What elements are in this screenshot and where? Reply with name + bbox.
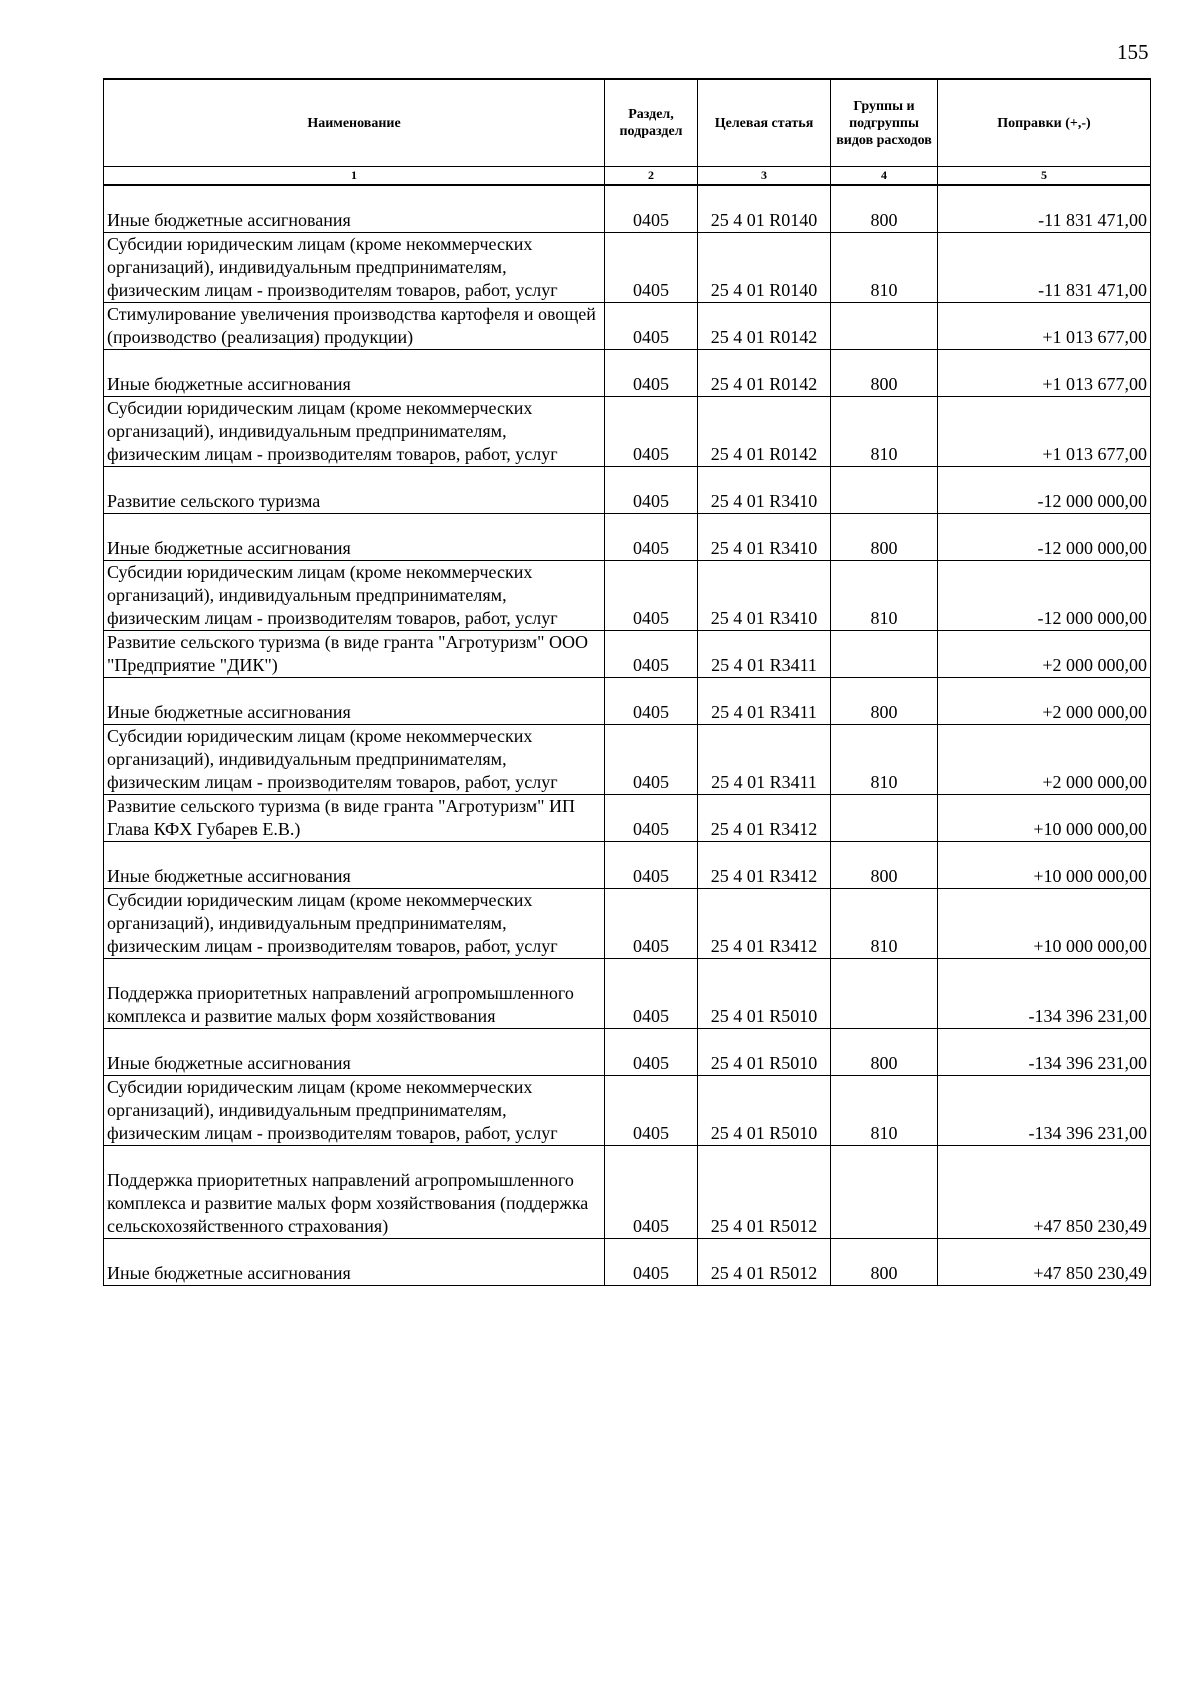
name-cell: Субсидии юридическим лицам (кроме некоммерческих организаций), индивидуальным предпринимателям, физическим лицам - производителям товаров, работ, услуг [104,725,605,795]
amount-cell: -12 000 000,00 [938,514,1151,561]
table-row [104,397,1151,467]
name-cell: Иные бюджетные ассигнования [104,842,605,889]
amount-cell: +47 850 230,49 [938,1239,1151,1286]
group-cell: 810 [831,889,938,959]
amount-cell: -134 396 231,00 [938,959,1151,1029]
section-cell: 0405 [605,1076,698,1146]
group-cell: 810 [831,397,938,467]
section-cell: 0405 [605,303,698,350]
table-spacer-row [104,185,1151,208]
amount-cell: +2 000 000,00 [938,725,1151,795]
column-number: 2 [605,167,698,186]
table-row [104,725,1151,795]
section-cell: 0405 [605,561,698,631]
table-row [104,959,1151,1029]
column-number: 4 [831,167,938,186]
group-cell [831,467,938,514]
amount-cell: -12 000 000,00 [938,561,1151,631]
table-row [104,467,1151,514]
article-cell: 25 4 01 R3410 [698,514,831,561]
name-cell: Иные бюджетные ассигнования [104,208,605,233]
table-row [104,842,1151,889]
name-cell: Субсидии юридическим лицам (кроме некоммерческих организаций), индивидуальным предпринимателям, физическим лицам - производителям товаров, работ, услуг [104,561,605,631]
name-cell: Развитие сельского туризма (в виде гранта "Агротуризм" ООО "Предприятие "ДИК") [104,631,605,678]
article-cell: 25 4 01 R3412 [698,795,831,842]
name-cell: Субсидии юридическим лицам (кроме некоммерческих организаций), индивидуальным предпринимателям, физическим лицам - производителям товаров, работ, услуг [104,1076,605,1146]
group-cell: 810 [831,1076,938,1146]
amount-cell: +1 013 677,00 [938,397,1151,467]
article-cell: 25 4 01 R5010 [698,959,831,1029]
amount-cell: -12 000 000,00 [938,467,1151,514]
amount-cell: +10 000 000,00 [938,889,1151,959]
article-cell: 25 4 01 R3412 [698,842,831,889]
table-row [104,631,1151,678]
spacer-cell [104,185,605,208]
article-cell: 25 4 01 R0142 [698,397,831,467]
name-cell: Иные бюджетные ассигнования [104,1239,605,1286]
section-cell: 0405 [605,959,698,1029]
name-cell: Иные бюджетные ассигнования [104,678,605,725]
article-cell: 25 4 01 R3411 [698,678,831,725]
group-cell: 800 [831,1239,938,1286]
table-row [104,561,1151,631]
section-cell: 0405 [605,208,698,233]
table-body [104,185,1151,1286]
group-cell: 800 [831,514,938,561]
column-number: 1 [104,167,605,186]
budget-amendments-table [103,78,1151,1286]
amount-cell: -11 831 471,00 [938,208,1151,233]
article-cell: 25 4 01 R3411 [698,631,831,678]
header-amendments: Поправки (+,-) [938,79,1151,167]
table-row [104,678,1151,725]
name-cell: Иные бюджетные ассигнования [104,350,605,397]
table-row [104,1239,1151,1286]
article-cell: 25 4 01 R3411 [698,725,831,795]
article-cell: 25 4 01 R0140 [698,208,831,233]
name-cell: Иные бюджетные ассигнования [104,1029,605,1076]
table-row [104,889,1151,959]
group-cell [831,795,938,842]
name-cell: Иные бюджетные ассигнования [104,514,605,561]
group-cell: 810 [831,725,938,795]
group-cell: 800 [831,350,938,397]
name-cell: Субсидии юридическим лицам (кроме некоммерческих организаций), индивидуальным предпринимателям, физическим лицам - производителям товаров, работ, услуг [104,233,605,303]
amount-cell: +10 000 000,00 [938,842,1151,889]
section-cell: 0405 [605,795,698,842]
table-row [104,233,1151,303]
table-row [104,795,1151,842]
section-cell: 0405 [605,678,698,725]
name-cell: Поддержка приоритетных направлений агропромышленного комплекса и развитие малых форм хозяйствования (поддержка сельскохозяйственного страхования) [104,1146,605,1239]
table-row [104,1076,1151,1146]
header-group: Группы и подгруппы видов расходов [831,79,938,167]
amount-cell: -134 396 231,00 [938,1029,1151,1076]
page-number: 155 [1117,40,1149,64]
group-cell: 800 [831,842,938,889]
article-cell: 25 4 01 R0142 [698,303,831,350]
spacer-cell [605,185,698,208]
amount-cell: +1 013 677,00 [938,303,1151,350]
name-cell: Поддержка приоритетных направлений агропромышленного комплекса и развитие малых форм хозяйствования [104,959,605,1029]
name-cell: Развитие сельского туризма [104,467,605,514]
table-row [104,514,1151,561]
name-cell: Стимулирование увеличения производства картофеля и овощей (производство (реализация) продукции) [104,303,605,350]
amount-cell: +10 000 000,00 [938,795,1151,842]
amount-cell: +47 850 230,49 [938,1146,1151,1239]
group-cell [831,959,938,1029]
group-cell [831,1146,938,1239]
section-cell: 0405 [605,725,698,795]
header-name: Наименование [104,79,605,167]
amount-cell: +2 000 000,00 [938,678,1151,725]
table-row [104,350,1151,397]
section-cell: 0405 [605,514,698,561]
amount-cell: -134 396 231,00 [938,1076,1151,1146]
spacer-cell [938,185,1151,208]
spacer-cell [698,185,831,208]
amount-cell: -11 831 471,00 [938,233,1151,303]
table-row [104,1029,1151,1076]
group-cell [831,631,938,678]
spacer-cell [831,185,938,208]
group-cell: 800 [831,678,938,725]
article-cell: 25 4 01 R3412 [698,889,831,959]
header-article: Целевая статья [698,79,831,167]
group-cell: 800 [831,208,938,233]
article-cell: 25 4 01 R5012 [698,1146,831,1239]
section-cell: 0405 [605,842,698,889]
section-cell: 0405 [605,1146,698,1239]
header-section: Раздел, подраздел [605,79,698,167]
group-cell [831,303,938,350]
article-cell: 25 4 01 R3410 [698,561,831,631]
table-row [104,208,1151,233]
amount-cell: +2 000 000,00 [938,631,1151,678]
article-cell: 25 4 01 R3410 [698,467,831,514]
amount-cell: +1 013 677,00 [938,350,1151,397]
table-row [104,303,1151,350]
section-cell: 0405 [605,233,698,303]
article-cell: 25 4 01 R5010 [698,1029,831,1076]
article-cell: 25 4 01 R5010 [698,1076,831,1146]
article-cell: 25 4 01 R0140 [698,233,831,303]
article-cell: 25 4 01 R5012 [698,1239,831,1286]
table-row [104,1146,1151,1239]
section-cell: 0405 [605,1029,698,1076]
article-cell: 25 4 01 R0142 [698,350,831,397]
group-cell: 810 [831,233,938,303]
column-number: 5 [938,167,1151,186]
section-cell: 0405 [605,631,698,678]
section-cell: 0405 [605,889,698,959]
name-cell: Субсидии юридическим лицам (кроме некоммерческих организаций), индивидуальным предпринимателям, физическим лицам - производителям товаров, работ, услуг [104,889,605,959]
section-cell: 0405 [605,350,698,397]
group-cell: 800 [831,1029,938,1076]
group-cell: 810 [831,561,938,631]
column-number: 3 [698,167,831,186]
section-cell: 0405 [605,397,698,467]
section-cell: 0405 [605,467,698,514]
section-cell: 0405 [605,1239,698,1286]
name-cell: Субсидии юридическим лицам (кроме некоммерческих организаций), индивидуальным предпринимателям, физическим лицам - производителям товаров, работ, услуг [104,397,605,467]
name-cell: Развитие сельского туризма (в виде гранта "Агротуризм" ИП Глава КФХ Губарев Е.В.) [104,795,605,842]
